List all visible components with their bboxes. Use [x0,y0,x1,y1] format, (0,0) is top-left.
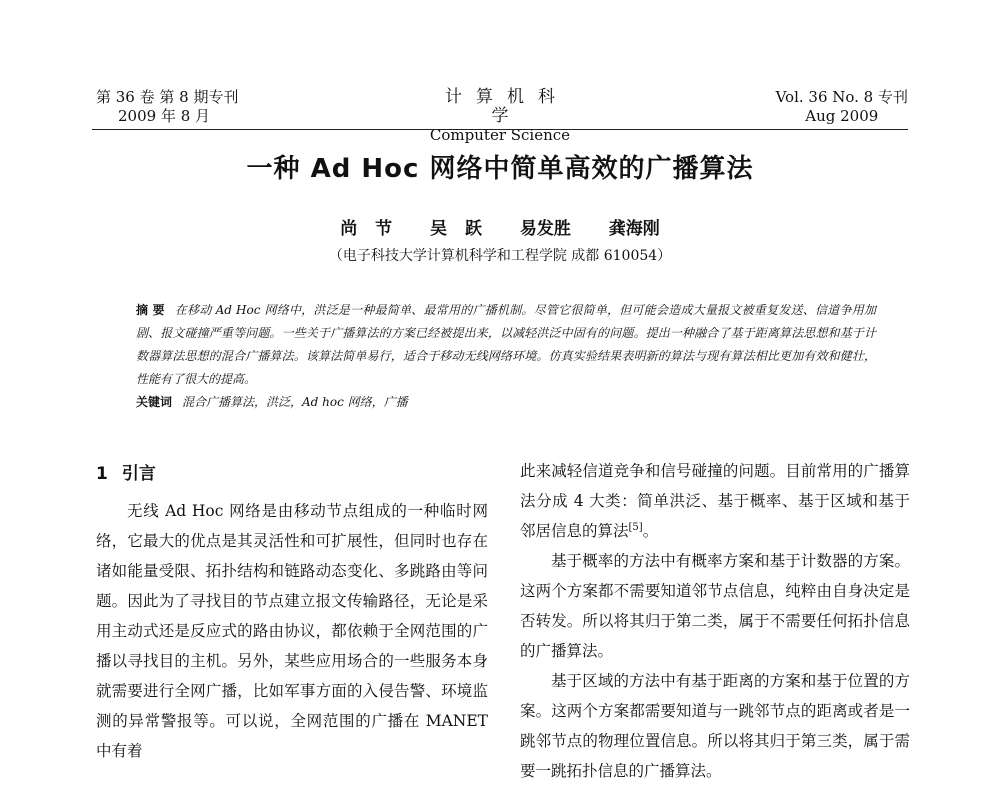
author: 吴 跃 [430,219,482,239]
author: 龚海刚 [608,219,660,239]
abstract-text: 在移动 Ad Hoc 网络中，洪泛是一种最简单、最常用的广播机制。尽管它很简单，但可能会造成大量报文被重复发送、信道争用加剧、报文碰撞严重等问题。一些关于广播算法的方案已经被提出来，以减轻洪泛中固有的问题。提出一种融合了基于距离算法思想和基于计数器算法思想的混合广播算法。该算法简单易行，适合于移动无线网络环境。仿真实验结果表明新的算法与现有算法相比更加有效和健壮，性能有了很大的提高。 [136,303,876,386]
keywords-label: 关键词 [136,395,173,409]
header-divider [92,129,908,130]
paragraph-text: 此来减轻信道竞争和信号碰撞的问题。目前常用的广播算法分成 4 大类：简单洪泛、基于概率、基于区域和基于邻居信息的算法 [520,462,910,540]
body-paragraph: 无线 Ad Hoc 网络是由移动节点组成的一种临时网络，它最大的优点是其灵活性和可扩展性，但同时也存在诸如能量受限、拓扑结构和链路动态变化、多跳路由等问题。因此为了寻找目的节点建立报文传输路径，无论是采用主动式还是反应式的路由协议，都依赖于全网范围的广播以寻找目的主机。另外，某些应用场合的一些服务本身就需要进行全网广播，比如军事方面的入侵告警、环境监测的异常警报等。可以说，全网范围的广播在 MANET 中有着 [96,502,488,760]
publication-date-en: Aug 2009 [805,107,879,125]
body-paragraph: 基于区域的方法中有基于距离的方案和基于位置的方案。这两个方案都需要知道与一跳邻节点的距离或者是一跳邻节点的物理位置信息。所以将其归于第三类，属于需要一跳拓扑信息的广播算法。 [520,672,910,780]
journal-volume-info [96,88,238,126]
keywords-text: 混合广播算法，洪泛，Ad hoc 网络，广播 [182,395,408,409]
body-paragraph-continued [520,456,910,546]
citation-ref[interactable]: [5] [628,521,643,533]
journal-name [420,88,580,145]
abstract-label: 摘 要 [136,303,165,317]
paper-title: 一种 Ad Hoc 网络中简单高效的广播算法 [246,154,754,184]
section-number: 1 [96,464,108,484]
journal-name-en: Computer Science [429,126,571,144]
publication-date: 2009 年 8 月 [118,107,211,125]
paragraph-end: 。 [642,522,659,540]
abstract-paragraph [136,299,876,391]
journal-volume-info-en [776,88,908,126]
volume-issue-en: Vol. 36 No. 8 专刊 [775,88,908,106]
abstract-block [136,299,876,414]
author: 易发胜 [519,219,571,239]
volume-issue: 第 36 卷 第 8 期专刊 [96,88,239,106]
author: 尚 节 [340,219,393,239]
journal-name-cn: 计算机科学 [445,87,569,126]
section-heading [96,460,488,488]
body-column-left [96,460,488,766]
body-paragraph: 基于概率的方法中有概率方案和基于计数器的方案。这两个方案都不需要知道邻节点信息，纯粹由自身决定是否转发。所以将其归于第二类，属于不需要任何拓扑信息的广播算法。 [520,552,910,660]
body-column-right [520,456,910,786]
section-title: 引言 [121,464,156,484]
keywords-line [136,391,876,414]
author-list [0,214,1000,239]
affiliation: （电子科技大学计算机科学和工程学院 成都 610054） [328,248,672,264]
